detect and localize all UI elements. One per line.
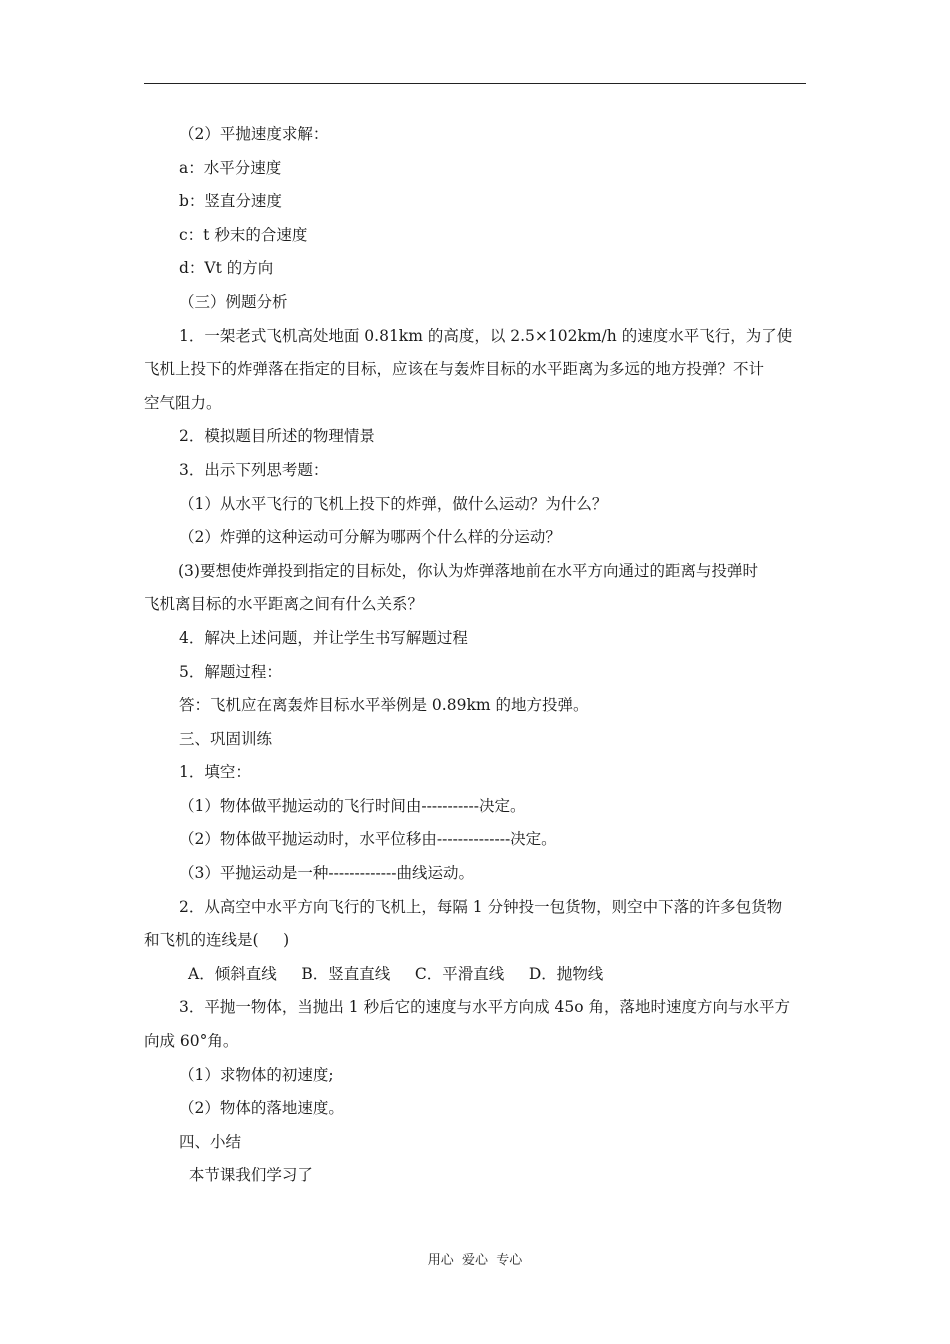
text-line: a：水平分速度 [179, 158, 282, 177]
text-line: （1）求物体的初速度; [179, 1065, 334, 1084]
page-footer: 用心 爱心 专心 [427, 1253, 523, 1268]
document-body [130, 118, 820, 1193]
text-line: 三、巩固训练 [179, 729, 273, 748]
text-line: （1）从水平飞行的飞机上投下的炸弹，做什么运动？为什么？ [179, 494, 608, 513]
text-line: 5．解题过程： [179, 662, 282, 681]
text-line: 3．平抛一物体，当抛出 1 秒后它的速度与水平方向成 45o 角，落地时速度方向与水平方 [179, 998, 790, 1017]
text-line: 2．模拟题目所述的物理情景 [179, 427, 375, 446]
text-line: d：Vt 的方向 [179, 259, 274, 278]
text-line: 向成 60°角。 [144, 1032, 239, 1051]
text-line: c：t 秒末的合速度 [179, 225, 308, 244]
text-line: （2）平抛速度求解： [179, 125, 329, 143]
text-line: 本节课我们学习了 [179, 1166, 313, 1185]
text-line: 2．从高空中水平方向飞行的飞机上，每隔 1 分钟投一包货物，则空中下落的许多包货物 [179, 897, 783, 916]
text-line: 四、小结 [179, 1132, 242, 1151]
text-line: 4．解决上述问题，并让学生书写解题过程 [179, 628, 468, 647]
text-line: (3)要想使炸弹投到指定的目标处，你认为炸弹落地前在水平方向通过的距离与投弹时 [178, 561, 758, 580]
text-line: 3．出示下列思考题： [179, 460, 329, 479]
text-line: （2）物体的落地速度。 [179, 1099, 344, 1118]
text-line: （2）炸弹的这种运动可分解为哪两个什么样的分运动？ [179, 528, 561, 547]
text-line: （1）物体做平抛运动的飞行时间由-----------决定。 [179, 796, 526, 815]
text-line: 空气阻力。 [144, 393, 222, 412]
text-line: b：竖直分速度 [179, 192, 282, 211]
text-line: （三）例题分析 [179, 292, 288, 311]
text-line: （2）物体做平抛运动时，水平位移由--------------决定。 [179, 830, 557, 849]
text-line: 和飞机的连线是( ) [144, 931, 290, 950]
text-line: （3）平抛运动是一种-------------曲线运动。 [179, 864, 474, 883]
header-rule [144, 83, 806, 84]
text-line: 答：飞机应在离轰炸目标水平举例是 0.89km 的地方投弹。 [179, 696, 589, 715]
text-line: 1．一架老式飞机高处地面 0.81km 的高度，以 2.5×102km/h 的速度水平飞行，为了使 [179, 326, 793, 345]
text-line: 飞机离目标的水平距离之间有什么关系？ [144, 595, 424, 614]
text-line: A．倾斜直线 B．竖直直线 C．平滑直线 D．抛物线 [188, 964, 604, 983]
text-line: 1．填空： [179, 763, 251, 782]
text-line: 飞机上投下的炸弹落在指定的目标，应该在与轰炸目标的水平距离为多远的地方投弹？不计 [144, 360, 765, 379]
